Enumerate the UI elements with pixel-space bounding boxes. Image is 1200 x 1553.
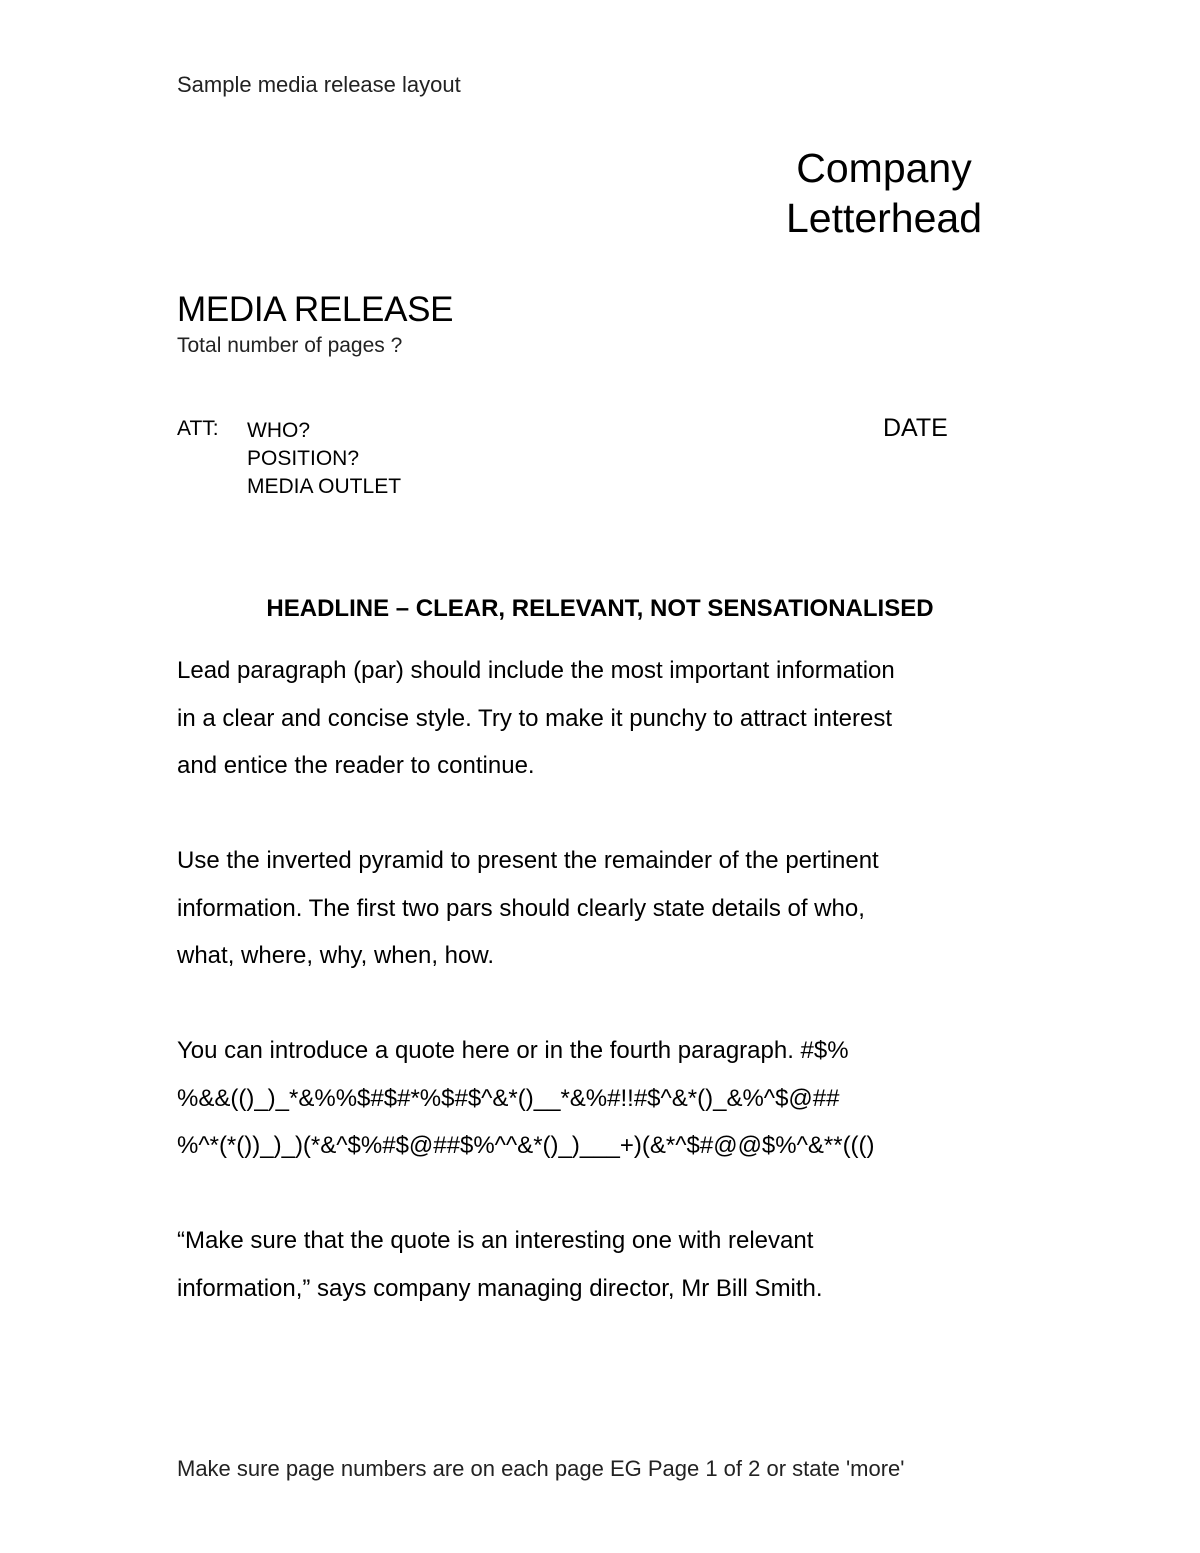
quote-intro-paragraph [177,1027,1037,1170]
att-position: POSITION? [247,447,360,470]
paragraph-line: %&&(()_)_*&%%$#$#*%$#$^&*()__*&%#!!#$^&*()_&%^$@## [177,1084,840,1112]
footer-page-number-note: Make sure page numbers are on each page EG Page 1 of 2 or state 'more' [177,1456,905,1481]
att-media-outlet: MEDIA OUTLET [247,475,402,498]
letterhead-line-2: Letterhead [785,195,983,241]
total-pages-note: Total number of pages ? [177,334,403,357]
att-recipient-block [247,417,401,501]
letterhead-line-1: Company [796,145,972,191]
quote-paragraph [177,1217,1037,1312]
date-label: DATE [883,414,948,442]
paragraph-line: information,” says company managing director, Mr Bill Smith. [177,1274,823,1302]
company-letterhead [760,143,1008,243]
paragraph-line: “Make sure that the quote is an interesting one with relevant [177,1227,814,1254]
paragraph-line: %^*(*())_)_)(*&^$%#$@##$%^^&*()_)___+)(&*^$#@@$%^&**((() [177,1132,875,1159]
att-label: ATT: [177,417,219,440]
paragraph-line: and entice the reader to continue. [177,752,535,779]
header-note: Sample media release layout [177,72,461,97]
headline: HEADLINE – CLEAR, RELEVANT, NOT SENSATIONALISED [266,595,934,622]
paragraph-line: You can introduce a quote here or in the fourth paragraph. #$% [177,1037,849,1064]
paragraph-line: information. The first two pars should clearly state details of who, [177,894,865,922]
paragraph-line: in a clear and concise style. Try to make it punchy to attract interest [177,704,892,732]
inverted-pyramid-paragraph [177,837,1037,980]
media-release-title: MEDIA RELEASE [177,290,454,329]
paragraph-line: Use the inverted pyramid to present the remainder of the pertinent [177,847,879,874]
lead-paragraph [177,647,1037,790]
paragraph-line: Lead paragraph (par) should include the most important information [177,657,895,684]
att-who: WHO? [247,419,310,442]
paragraph-line: what, where, why, when, how. [177,942,495,969]
